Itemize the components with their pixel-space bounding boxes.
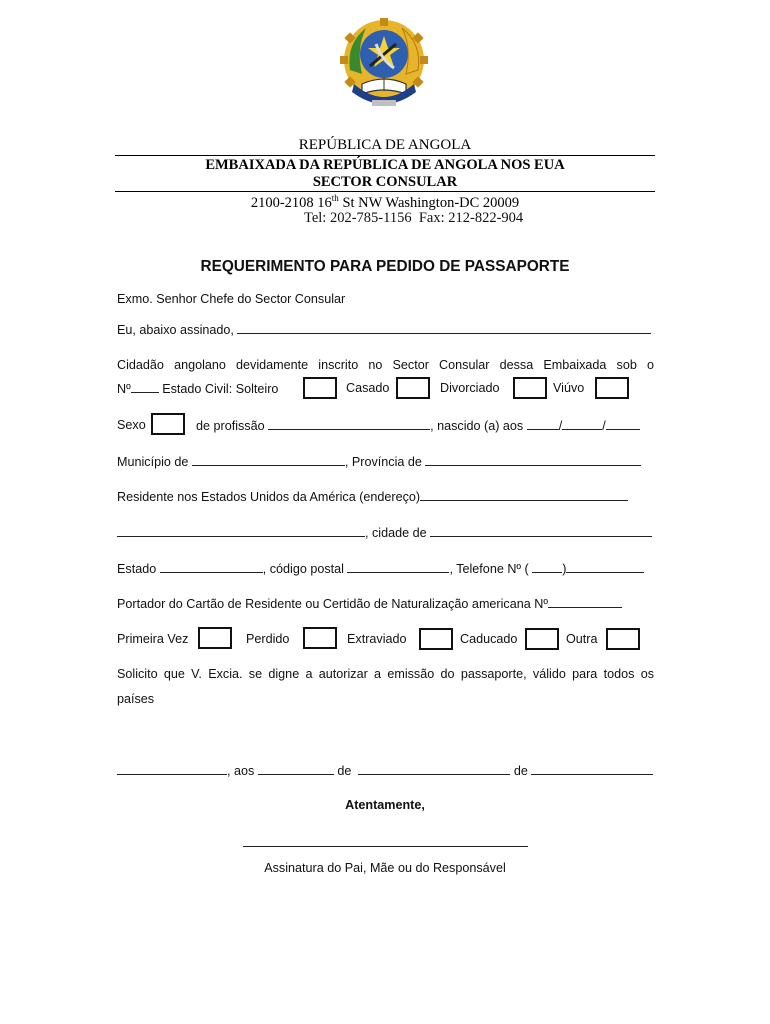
- card-label: Portador do Cartão de Residente ou Certidão de Naturalização americana Nº: [117, 597, 548, 611]
- checkbox-casado[interactable]: [396, 377, 430, 399]
- signed-label: Eu, abaixo assinado,: [117, 323, 234, 337]
- month-field[interactable]: [358, 763, 510, 775]
- closing: Atentamente,: [345, 798, 425, 812]
- zip-label: , código postal: [262, 562, 344, 576]
- civil-row: [117, 381, 278, 396]
- request-text-2: países: [117, 692, 155, 706]
- registration-no-field[interactable]: [131, 381, 159, 393]
- year-field[interactable]: [531, 763, 653, 775]
- date-aos-label: , aos: [227, 764, 255, 778]
- signature-label: Assinatura do Pai, Mãe ou do Responsável: [264, 861, 506, 875]
- option-outra: Outra: [566, 632, 598, 646]
- place-field[interactable]: [117, 763, 227, 775]
- salutation: Exmo. Senhor Chefe do Sector Consular: [117, 292, 346, 306]
- checkbox-primeira-vez[interactable]: [198, 627, 232, 649]
- option-divorciado: Divorciado: [440, 381, 500, 395]
- state-field[interactable]: [160, 561, 263, 573]
- header-rule-top: [115, 155, 655, 156]
- birth-year-field[interactable]: [606, 418, 640, 430]
- city-row: [117, 525, 652, 540]
- option-casado: Casado: [346, 381, 390, 395]
- checkbox-perdido[interactable]: [303, 627, 337, 649]
- angola-emblem-icon: [336, 14, 432, 114]
- checkbox-extraviado[interactable]: [419, 628, 453, 650]
- sex-label: Sexo: [117, 418, 146, 432]
- phone-label: , Telefone Nº (: [449, 562, 529, 576]
- address-field-1[interactable]: [420, 489, 628, 501]
- phone-close: ): [562, 562, 567, 576]
- municipality-row: [117, 454, 641, 469]
- option-caducado: Caducado: [460, 632, 518, 646]
- state-label: Estado: [117, 562, 157, 576]
- checkbox-outra[interactable]: [606, 628, 640, 650]
- card-number-field[interactable]: [548, 596, 622, 608]
- option-viuvo: Viúvo: [553, 381, 585, 395]
- phone-field[interactable]: [566, 561, 644, 573]
- civil-status-label: Estado Civil: Solteiro: [162, 382, 279, 396]
- header-sector: SECTOR CONSULAR: [312, 174, 458, 190]
- name-field[interactable]: [237, 322, 651, 334]
- date-de-label: de: [337, 764, 352, 778]
- profession-label: de profissão: [196, 419, 265, 433]
- birth-day-field[interactable]: [527, 418, 559, 430]
- header-address: 2100-2108 16th St NW Washington-DC 20009: [250, 193, 520, 211]
- option-extraviado: Extraviado: [347, 632, 407, 646]
- city-label: , cidade de: [365, 526, 427, 540]
- date-slash: /: [558, 419, 563, 433]
- municipality-label: Município de: [117, 455, 189, 469]
- date-de-label: de: [513, 764, 528, 778]
- checkbox-solteiro[interactable]: [303, 377, 337, 399]
- profession-row: [196, 418, 640, 433]
- form-title: REQUERIMENTO PARA PEDIDO DE PASSAPORTE: [200, 258, 570, 275]
- header-embassy: EMBAIXADA DA REPÚBLICA DE ANGOLA NOS EUA: [205, 157, 565, 173]
- request-text-1: Solicito que V. Excia. se digne a autorizar a emissão do passaporte, válido para todos os: [117, 667, 654, 681]
- option-primeira-vez: Primeira Vez: [117, 632, 189, 646]
- city-field[interactable]: [430, 525, 652, 537]
- registration-no-label: Nº: [117, 382, 131, 396]
- resident-row: [117, 489, 628, 504]
- checkbox-divorciado[interactable]: [513, 377, 547, 399]
- birth-month-field[interactable]: [562, 418, 602, 430]
- resident-label: Residente nos Estados Unidos da América (endereço): [117, 490, 421, 504]
- day-field[interactable]: [258, 763, 334, 775]
- citizen-line: Cidadão angolano devidamente inscrito no Sector Consular dessa Embaixada sob o: [117, 358, 654, 372]
- born-label: , nascido (a) aos: [430, 419, 524, 433]
- header-rule-bottom: [115, 191, 655, 192]
- state-row: [117, 561, 644, 576]
- province-field[interactable]: [425, 454, 641, 466]
- header-republic: REPÚBLICA DE ANGOLA: [298, 137, 472, 153]
- checkbox-caducado[interactable]: [525, 628, 559, 650]
- signed-row: [117, 322, 651, 337]
- header-phone-fax: Tel: 202-785-1156 Fax: 212-822-904: [304, 210, 524, 226]
- signature-field[interactable]: [243, 846, 528, 847]
- option-perdido: Perdido: [246, 632, 290, 646]
- phone-area-field[interactable]: [532, 561, 562, 573]
- profession-field[interactable]: [268, 418, 430, 430]
- municipality-field[interactable]: [192, 454, 345, 466]
- card-row: [117, 596, 622, 611]
- date-row: [117, 763, 653, 778]
- zip-field[interactable]: [347, 561, 449, 573]
- province-label: , Província de: [344, 455, 422, 469]
- sex-field[interactable]: [151, 413, 185, 435]
- date-slash: /: [602, 419, 606, 433]
- address-field-2[interactable]: [117, 525, 365, 537]
- checkbox-viuvo[interactable]: [595, 377, 629, 399]
